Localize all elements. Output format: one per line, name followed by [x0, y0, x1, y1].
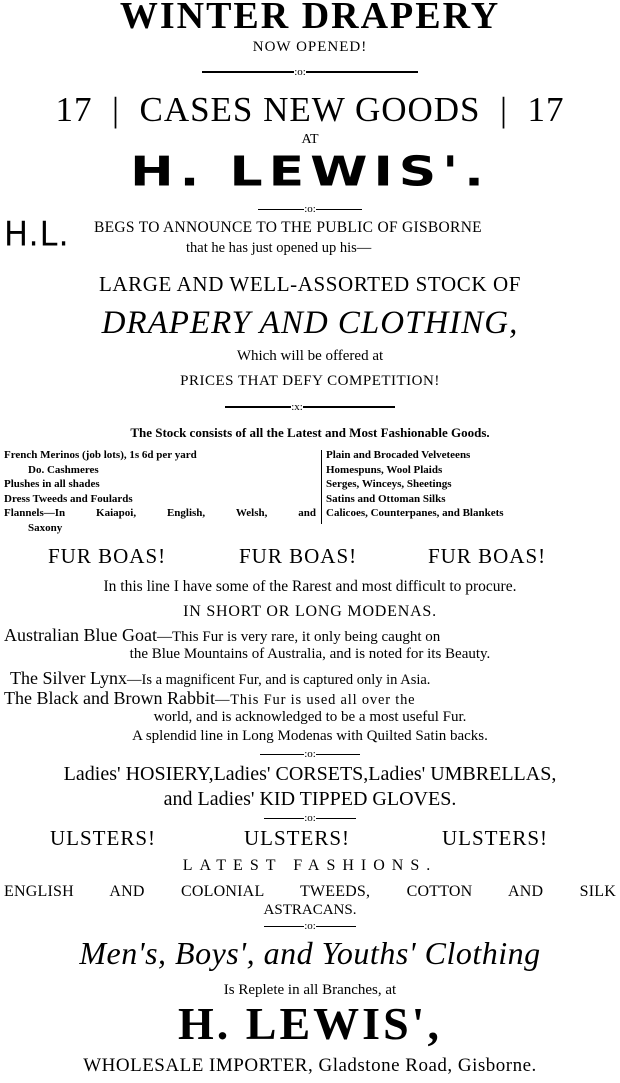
fur-boas-2: FUR BOAS!	[239, 544, 358, 568]
rabbit-line-2: world, and is acknowledged to be a most useful Fur.	[153, 709, 467, 725]
latest-fashions: LATEST FASHIONS.	[182, 857, 438, 874]
blue-goat-line-1: Australian Blue Goat—This Fur is very rare, it only being caught on	[4, 625, 441, 645]
list-item: Dress Tweeds and Foulards	[4, 492, 133, 505]
list-item: Serges, Winceys, Sheetings	[326, 478, 452, 490]
list-item: Homespuns, Wool Plaids	[326, 463, 443, 476]
astracans-line: ASTRACANS.	[263, 902, 357, 918]
list-item: Plain and Brocaded Velveteens	[326, 449, 471, 461]
blue-goat-line-2: the Blue Mountains of Australia, and is noted for its Beauty.	[129, 646, 491, 662]
at-label: AT	[301, 132, 319, 147]
modenas-line: IN SHORT OR LONG MODENAS.	[183, 603, 437, 620]
ladies-line-2: and Ladies' KID TIPPED GLOVES.	[163, 788, 457, 810]
divider-6: :o:	[0, 920, 620, 932]
prices-line: PRICES THAT DEFY COMPETITION!	[180, 373, 440, 389]
list-item: Satins and Ottoman Silks	[326, 492, 446, 505]
ladies-line-1: Ladies' HOSIERY,Ladies' CORSETS,Ladies' UMBRELLAS,	[63, 763, 557, 785]
silver-lynx-title: The Silver Lynx	[10, 668, 127, 688]
stock-heading: LARGE AND WELL-ASSORTED STOCK OF	[98, 272, 521, 296]
tweeds-line: ENGLISH AND COLONIAL TWEEDS, COTTON AND SILK	[4, 883, 616, 900]
stock-list	[4, 448, 616, 540]
announce-line-2: that he has just opened up his—	[186, 240, 372, 256]
divider-4: :o:	[0, 748, 620, 760]
offered-at: Which will be offered at	[236, 348, 384, 364]
rabbit-line-1: The Black and Brown Rabbit—This Fur is used all over the	[4, 688, 416, 708]
announcement	[4, 215, 620, 267]
replete-line: Is Replete in all Branches, at	[223, 982, 397, 998]
divider-2: :o:	[0, 203, 620, 215]
merchant-name-top: H. LEWIS'.	[130, 148, 490, 196]
list-item: Flannels—In Kaiapoi, English, Welsh, and	[4, 507, 316, 519]
fur-boas-3: FUR BOAS!	[428, 544, 547, 568]
divider-5: :o:	[0, 812, 620, 824]
column-divider	[321, 450, 322, 524]
rabbit-title: The Black and Brown Rabbit	[4, 688, 215, 708]
list-item: Plushes in all shades	[4, 478, 100, 490]
stock-list-left	[4, 448, 316, 535]
splendid-line: A splendid line in Long Modenas with Quilted Satin backs.	[132, 728, 488, 744]
fur-boas-1: FUR BOAS!	[48, 544, 167, 568]
cases-text: CASES NEW GOODS	[139, 90, 481, 129]
silver-lynx-line: The Silver Lynx—Is a magnificent Fur, and is captured only in Asia.	[10, 668, 431, 688]
ulsters-row	[0, 826, 620, 856]
fur-boas-row	[0, 544, 620, 574]
drapery-clothing: DRAPERY AND CLOTHING,	[101, 305, 519, 341]
cases-count-right: 17	[527, 90, 565, 129]
stock-list-heading: The Stock consists of all the Latest and Most Fashionable Goods.	[130, 425, 490, 440]
announce-line-1: BEGS TO ANNOUNCE TO THE PUBLIC OF GISBORNE	[94, 219, 482, 236]
list-item: Do. Cashmeres	[28, 463, 99, 476]
list-item: Saxony	[28, 521, 63, 534]
blue-goat-title: Australian Blue Goat	[4, 625, 157, 645]
wholesale-address: WHOLESALE IMPORTER, Gladstone Road, Gisborne.	[83, 1055, 537, 1076]
mens-clothing: Men's, Boys', and Youths' Clothing	[79, 935, 541, 971]
advert-title: WINTER DRAPERY	[119, 0, 501, 37]
rarest-line: In this line I have some of the Rarest and most difficult to procure.	[103, 578, 517, 595]
now-opened: NOW OPENED!	[252, 39, 368, 55]
initials: H.L.	[4, 214, 70, 254]
stock-list-right	[326, 448, 616, 521]
ulsters-1: ULSTERS!	[50, 826, 157, 850]
list-item: Calicoes, Counterpanes, and Blankets	[326, 507, 504, 519]
cases-line: 17 | CASES NEW GOODS | 17	[55, 90, 565, 129]
divider-3: :x:	[0, 401, 620, 413]
ulsters-2: ULSTERS!	[244, 826, 351, 850]
list-item: French Merinos (job lots), 1s 6d per yard	[4, 449, 197, 461]
cases-count-left: 17	[55, 90, 93, 129]
merchant-name-bottom: H. LEWIS',	[178, 998, 442, 1049]
ulsters-3: ULSTERS!	[442, 826, 549, 850]
divider-1: :o:	[0, 66, 620, 78]
